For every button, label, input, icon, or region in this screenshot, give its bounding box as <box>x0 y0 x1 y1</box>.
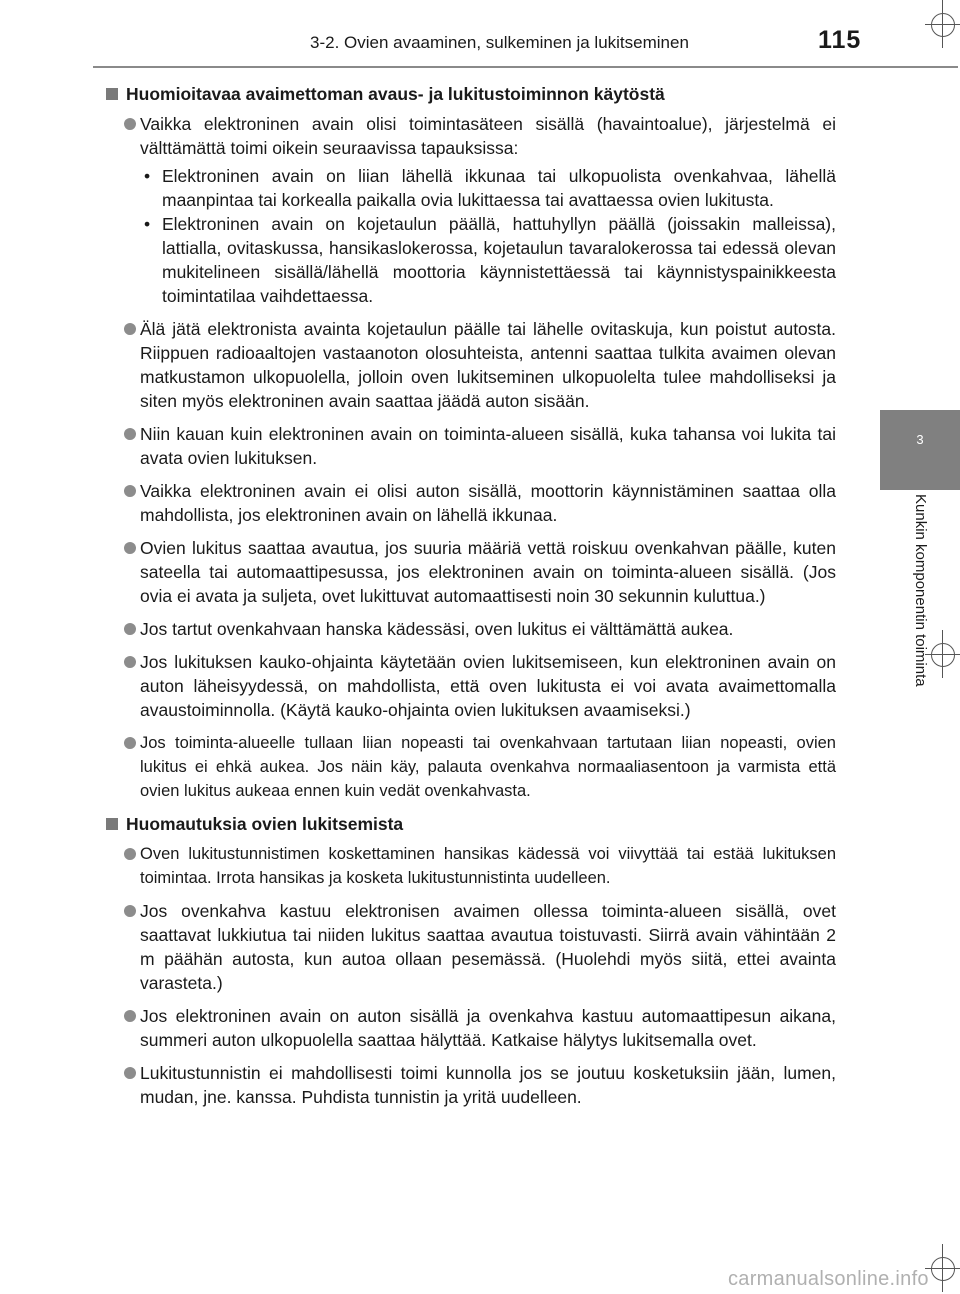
list-item-text: Lukitustunnistin ei mahdollisesti toimi kunnolla jos se joutuu kosketuksiin jään, lumen, mudan, jne. kanssa. Puhdista tunnistin ja yritä uudelleen. <box>140 1063 836 1107</box>
section-keyless-notes <box>104 82 836 803</box>
circle-bullet-icon <box>124 485 136 497</box>
sub-list-item <box>104 212 836 308</box>
list-item <box>104 1061 836 1109</box>
square-bullet-icon <box>106 88 118 100</box>
list-item <box>104 317 836 413</box>
list-item-text: Ovien lukitus saattaa avautua, jos suuria määriä vettä roiskuu ovenkahvan päälle, kuten sateella tai automaattipesussa, jos elektroninen avain on toiminta-alueen sisällä. (Jos ovia ei avata ja suljeta, ovet lukittuvat automaattisesti noin 30 sekunnin kuluttua.) <box>140 538 836 606</box>
circle-bullet-icon <box>124 1010 136 1022</box>
registration-mark-middle <box>925 630 960 680</box>
list-item <box>104 842 836 890</box>
page-number: 115 <box>818 26 862 54</box>
chapter-tab <box>880 410 960 490</box>
circle-bullet-icon <box>124 737 136 749</box>
list-item-text: Älä jätä elektronista avainta kojetaulun päälle tai lähelle ovitaskuja, kun poistut autosta. Riippuen radioaaltojen vastaanoton olosuhteista, antenni saattaa tulkita avaimen olevan matkustamon ulkopuolella, jolloin oven lukitseminen ulkopuolelta tulee mahdolliseksi ja siten myös elektroninen avain saattaa jäädä auton sisään. <box>140 319 836 411</box>
circle-bullet-icon <box>124 323 136 335</box>
list-item-text: Vaikka elektroninen avain olisi toimintasäteen sisällä (havaintoalue), järjestelmä ei välttämättä toimi oikein seuraavissa tapauksissa: <box>140 114 836 158</box>
circle-bullet-icon <box>124 656 136 668</box>
list-item <box>104 536 836 608</box>
sub-list-item-text: Elektroninen avain on liian lähellä ikkunaa tai ulkopuolista ovenkahvaa, lähellä maanpintaa tai korkealla paikalla ovia lukittaessa tai avattaessa ovien lukitusta. <box>162 166 836 210</box>
circle-bullet-icon <box>124 428 136 440</box>
registration-mark-top <box>925 0 960 50</box>
circle-bullet-icon <box>124 848 136 860</box>
list-item <box>104 617 836 641</box>
circle-bullet-icon <box>124 118 136 130</box>
sub-list <box>140 164 836 308</box>
list-item <box>104 731 836 803</box>
list-item-text: Jos tartut ovenkahvaan hanska kädessäsi, oven lukitus ei välttämättä aukea. <box>140 619 734 639</box>
list-item-text: Vaikka elektroninen avain ei olisi auton sisällä, moottorin käynnistäminen saattaa olla mahdollista, jos elektroninen avain on lähellä ikkunaa. <box>140 481 836 525</box>
section-heading <box>104 812 836 836</box>
list-item-text: Jos lukituksen kauko-ohjainta käytetään ovien lukitsemiseen, kun elektroninen avain on auton läheisyydessä, on mahdollista, että oven lukitusta ei voi avata avaimettomalla avaustoiminnolla. (Käytä kauko-ohjainta ovien lukituksen avaamiseksi.) <box>140 652 836 720</box>
section-heading <box>104 82 836 106</box>
list-item <box>104 112 836 308</box>
list-item <box>104 650 836 722</box>
section-door-lock-notes <box>104 812 836 1109</box>
list-item <box>104 1004 836 1052</box>
section-heading-text: Huomautuksia ovien lukitsemista <box>126 814 404 834</box>
circle-bullet-icon <box>124 1067 136 1079</box>
chapter-tab-number: 3 <box>916 432 924 447</box>
page-content <box>104 82 836 1118</box>
list-item-text: Oven lukitustunnistimen koskettaminen hansikas kädessä voi viivyttää tai estää lukituksen toimintaa. Irrota hansikas ja kosketa lukitustunnistinta uudelleen. <box>140 845 836 887</box>
watermark: carmanualsonline.info <box>728 1268 929 1290</box>
sub-list-item <box>104 164 836 212</box>
registration-mark-bottom <box>925 1244 960 1294</box>
running-header: 3-2. Ovien avaaminen, sulkeminen ja lukitseminen <box>310 33 689 52</box>
sub-list-item-text: Elektroninen avain on kojetaulun päällä, hattuhyllyn päällä (joissakin malleissa), lattialla, ovitaskussa, hansikaslokerossa, kojetaulun tavaralokerossa tai edessä olevan mukitelineen sisällä/lähellä moottoria käynnistettäessä tai käynnistyspainikkeesta toimintatilaa vaihdettaessa. <box>162 214 836 306</box>
dot-marker-icon: • <box>144 214 151 234</box>
circle-bullet-icon <box>124 542 136 554</box>
list-item-text: Jos ovenkahva kastuu elektronisen avaimen ollessa toiminta-alueen sisällä, ovet saattavat lukkiutua tai niiden lukitus saattaa avautua toistuvasti. Siirrä avain vähintään 2 m päähän autosta, kun autoa ollaan pesemässä. (Huolehdi myös siitä, ettei avainta varasteta.) <box>140 901 836 993</box>
list-item-text: Niin kauan kuin elektroninen avain on toiminta-alueen sisällä, kuka tahansa voi lukita tai avata ovien lukituksen. <box>140 424 836 468</box>
header-rule <box>93 66 958 68</box>
dot-marker-icon: • <box>144 166 151 186</box>
list-item <box>104 899 836 995</box>
list-item-text: Jos elektroninen avain on auton sisällä ja ovenkahva kastuu automaattipesun aikana, summeri auton ulkopuolella saattaa hälyttää. Katkaise hälytys lukitsemalla ovet. <box>140 1006 836 1050</box>
list-item-text: Jos toiminta-alueelle tullaan liian nopeasti tai ovenkahvaan tartutaan liian nopeasti, ovien lukitus ei ehkä aukea. Jos näin käy, palauta ovenkahva normaaliasentoon ja varmista että ovien lukitus aukeaa ennen kuin vedät ovenkahvasta. <box>140 734 836 800</box>
list-item <box>104 422 836 470</box>
circle-bullet-icon <box>124 623 136 635</box>
section-heading-text: Huomioitavaa avaimettoman avaus- ja lukitustoiminnon käytöstä <box>126 84 665 104</box>
square-bullet-icon <box>106 818 118 830</box>
circle-bullet-icon <box>124 905 136 917</box>
list-item <box>104 479 836 527</box>
chapter-tab-label: Kunkin komponentin toiminta <box>912 494 929 687</box>
